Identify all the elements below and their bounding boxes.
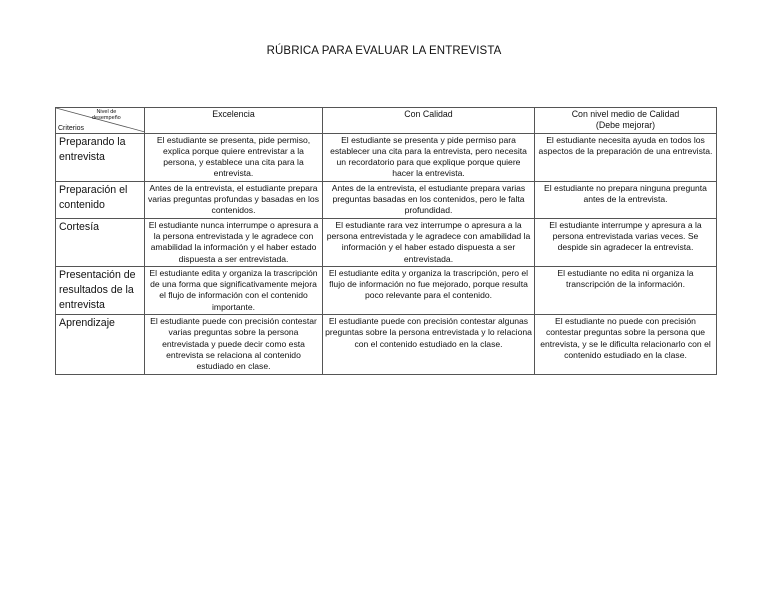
table-row <box>56 133 717 181</box>
table-row <box>56 218 717 266</box>
nivel-desempeno-label <box>92 109 121 121</box>
header-row <box>56 108 717 134</box>
nivel-medio-cell: El estudiante no edita ni organiza la transcripción de la información. <box>535 266 717 314</box>
header-nivel-medio-line2: (Debe mejorar) <box>595 120 656 131</box>
header-con-calidad: Con Calidad <box>323 108 535 134</box>
con-calidad-cell: El estudiante se presenta y pide permiso para establecer una cita para la entrevista, pero necesita un recordatorio para que explique porque quiere hacer la entrevista. <box>323 133 535 181</box>
corner-cell <box>56 108 145 134</box>
excelencia-cell: El estudiante nunca interrumpe o apresura a la persona entrevistada y le agradece con amabilidad la información y el haber estado dispuesta a ser entrevistada. <box>145 218 323 266</box>
page-title: RÚBRICA PARA EVALUAR LA ENTREVISTA <box>266 45 502 57</box>
header-nivel-medio <box>535 108 717 134</box>
con-calidad-cell: El estudiante edita y organiza la trascripción, pero el flujo de información no fue mejorado, porque resulta poco relevante para el contenido. <box>323 266 535 314</box>
excelencia-cell: Antes de la entrevista, el estudiante prepara varias preguntas profundas y basadas en los contenidos. <box>145 181 323 218</box>
table-row <box>56 181 717 218</box>
con-calidad-cell: Antes de la entrevista, el estudiante prepara varias preguntas basadas en los contenidos, pero le falta profundidad. <box>323 181 535 218</box>
criterios-label: Criterios <box>58 124 85 132</box>
table-row <box>56 266 717 314</box>
nivel-line-2: desempeño <box>92 115 121 121</box>
table-row <box>56 315 717 374</box>
criterio-cell: Aprendizaje <box>56 315 145 374</box>
nivel-medio-cell: El estudiante interrumpe y apresura a la persona entrevistada varias veces. Se despide sin agradecer la entrevista. <box>535 218 717 266</box>
header-excelencia: Excelencia <box>145 108 323 134</box>
criterio-cell: Preparando la entrevista <box>56 133 145 181</box>
criterio-cell: Cortesía <box>56 218 145 266</box>
header-nivel-medio-line1: Con nivel medio de Calidad <box>571 109 680 119</box>
nivel-line-1: Nivel de <box>96 109 117 115</box>
excelencia-cell: El estudiante puede con precisión contestar varias preguntas sobre la persona entrevistada y puede decir como esta entrevista se relaciona al contenido estudiado en clase. <box>145 315 323 374</box>
criterio-cell: Presentación de resultados de la entrevista <box>56 266 145 314</box>
criterio-cell: Preparación el contenido <box>56 181 145 218</box>
excelencia-cell: El estudiante edita y organiza la trascripción de una forma que significativamente mejora el flujo de información con el contenido importante. <box>145 266 323 314</box>
nivel-medio-cell: El estudiante necesita ayuda en todos los aspectos de la preparación de una entrevista. <box>535 133 717 181</box>
nivel-medio-cell: El estudiante no prepara ninguna pregunta antes de la entrevista. <box>535 181 717 218</box>
rubric-table <box>55 107 717 375</box>
con-calidad-cell: El estudiante rara vez interrumpe o apresura a la persona entrevistada y le agradece con amabilidad la información y el haber estado dispuesta a ser entrevistada. <box>323 218 535 266</box>
excelencia-cell: El estudiante se presenta, pide permiso, explica porque quiere entrevistar a la persona, y establece una cita para la entrevista. <box>145 133 323 181</box>
con-calidad-cell: El estudiante puede con precisión contestar algunas preguntas sobre la persona entrevistada y lo relaciona con el contenido estudiado en la clase. <box>323 315 535 374</box>
nivel-medio-cell: El estudiante no puede con precisión contestar preguntas sobre la persona que entrevista, y se le dificulta relacionarlo con el contenido estudiado en la clase. <box>535 315 717 374</box>
